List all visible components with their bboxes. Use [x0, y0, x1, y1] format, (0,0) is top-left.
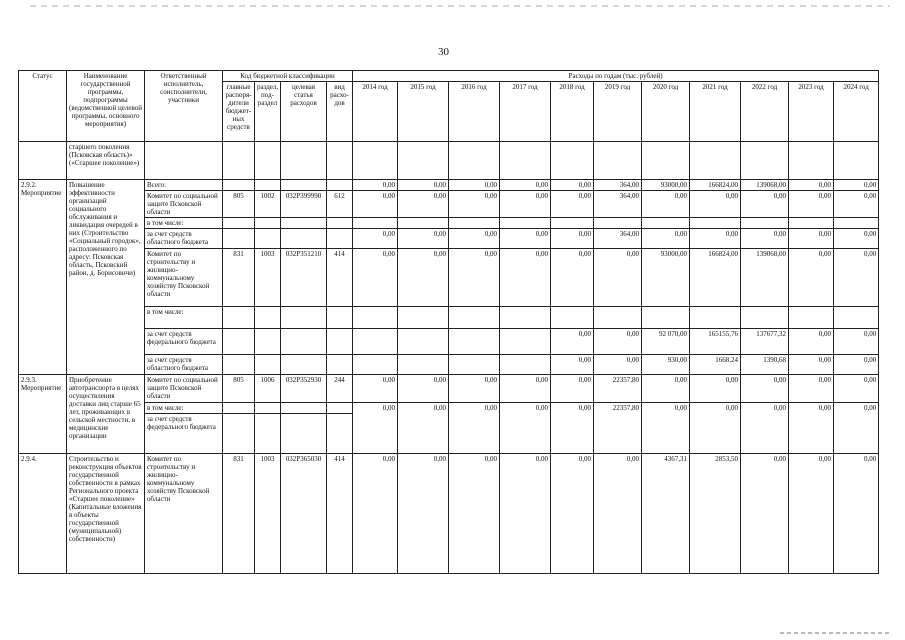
header-csr: целевая статья расходов	[281, 82, 327, 142]
table-row	[19, 355, 879, 375]
cell-value: 0,00	[690, 191, 741, 218]
header-year: 2024 год	[834, 82, 879, 142]
cell-value: 0,00	[642, 403, 690, 454]
cell-value: 139068,00	[741, 180, 789, 191]
table-row	[19, 229, 879, 249]
table-row	[19, 307, 879, 329]
cell-value: 22357,80	[594, 375, 642, 403]
row-status: 2.9.4.	[19, 454, 67, 574]
cell-value: 0,00	[642, 229, 690, 249]
cell-value: 0,00	[741, 229, 789, 249]
table-row	[19, 218, 879, 229]
header-year: 2016 год	[449, 82, 500, 142]
cell-vr: 244	[327, 375, 353, 403]
cell-value: 0,00	[500, 375, 551, 403]
cell-value: 0,00	[551, 229, 594, 249]
cell-value: 0,00	[789, 454, 834, 574]
row-name: Строительство и реконструкция объектов государственной собственности в рамках Регионального проекта «Старшее поколение» (Капитальные вложения в объекты государственной (муниципальной) собственности)	[67, 454, 145, 574]
row-responsible: за счет средств областного бюджета	[145, 229, 223, 249]
cell-value: 0,00	[449, 249, 500, 307]
cell-value: 0,00	[500, 454, 551, 574]
header-expenses: Расходы по годам (тыс. рублей)	[353, 71, 879, 82]
row-status: 2.9.3. Мероприятие	[19, 375, 67, 454]
row-responsible: в том числе:	[145, 218, 223, 229]
cell-value: 0,00	[834, 191, 879, 218]
cell-value: 0,00	[398, 375, 449, 403]
header-year: 2023 год	[789, 82, 834, 142]
header-year: 2019 год	[594, 82, 642, 142]
cell-value: 0,00	[834, 454, 879, 574]
row-responsible: Комитет по социальной защите Псковской области	[145, 375, 223, 403]
scan-artifact-bottom	[780, 632, 890, 634]
cell-value: 2853,50	[690, 454, 741, 574]
cell-value: 0,00	[353, 180, 398, 191]
row-responsible: в том числе:	[145, 403, 223, 414]
table-row	[19, 180, 879, 191]
cell-value: 139068,00	[741, 249, 789, 307]
cell-value: 0,00	[690, 375, 741, 403]
cell-grbs: 831	[223, 249, 255, 307]
table-row	[19, 329, 879, 355]
row-name: старшего поколения (Псковская область)» («Старшее поколение»)	[67, 142, 145, 180]
cell-razdel: 1002	[255, 191, 281, 218]
header-year: 2022 год	[741, 82, 789, 142]
cell-value: 0,00	[642, 375, 690, 403]
cell-value: 0,00	[594, 329, 642, 355]
cell-razdel: 1003	[255, 454, 281, 574]
cell-value: 0,00	[789, 180, 834, 191]
table-row	[19, 375, 879, 403]
cell-csr: 032P351210	[281, 249, 327, 307]
cell-value: 0,00	[398, 191, 449, 218]
cell-csr: 032P352930	[281, 375, 327, 403]
table-row	[19, 249, 879, 307]
cell-value: 0,00	[789, 249, 834, 307]
cell-value: 0,00	[398, 229, 449, 249]
cell-value: 364,00	[594, 229, 642, 249]
cell-value: 0,00	[353, 191, 398, 218]
cell-value: 0,00	[500, 191, 551, 218]
cell-grbs: 831	[223, 454, 255, 574]
header-row-1	[19, 71, 879, 82]
cell-value: 0,00	[690, 229, 741, 249]
row-responsible: Комитет по социальной защите Псковской области	[145, 191, 223, 218]
cell-value: 0,00	[834, 329, 879, 355]
cell-value: 0,00	[834, 180, 879, 191]
row-status: 2.9.2. Мероприятие	[19, 180, 67, 375]
cell-value: 0,00	[789, 403, 834, 454]
cell-value: 0,00	[551, 454, 594, 574]
cell-value: 0,00	[449, 180, 500, 191]
cell-value: 0,00	[500, 403, 551, 454]
table-row	[19, 142, 879, 180]
cell-value: 0,00	[551, 249, 594, 307]
cell-value: 0,00	[500, 180, 551, 191]
cell-value: 0,00	[398, 180, 449, 191]
cell-razdel: 1003	[255, 249, 281, 307]
table-row	[19, 403, 879, 414]
cell-vr: 414	[327, 454, 353, 574]
cell-value: 0,00	[398, 454, 449, 574]
row-responsible: за счет средств областного бюджета	[145, 355, 223, 375]
cell-value: 0,00	[690, 403, 741, 454]
cell-value: 0,00	[594, 249, 642, 307]
cell-value: 0,00	[834, 403, 879, 454]
cell-value: 0,00	[551, 180, 594, 191]
cell-value: 0,00	[834, 249, 879, 307]
cell-value: 0,00	[449, 191, 500, 218]
cell-value: 0,00	[353, 375, 398, 403]
cell-value: 0,00	[449, 403, 500, 454]
row-responsible: Комитет по строительству и жилищно-коммунальному хозяйству Псковской области	[145, 454, 223, 574]
header-responsible: Ответственный исполнитель, соисполнители, участники	[145, 71, 223, 142]
cell-value: 0,00	[741, 454, 789, 574]
cell-value: 0,00	[834, 375, 879, 403]
cell-value: 0,00	[551, 355, 594, 375]
cell-value: 0,00	[741, 375, 789, 403]
cell-value: 0,00	[353, 249, 398, 307]
cell-value: 930,00	[642, 355, 690, 375]
header-year: 2017 год	[500, 82, 551, 142]
cell-value: 0,00	[449, 229, 500, 249]
cell-value: 93000,00	[642, 180, 690, 191]
table-row	[19, 191, 879, 218]
header-budget-code: Код бюджетной классификации	[223, 71, 353, 82]
cell-csr: 032P399990	[281, 191, 327, 218]
header-year: 2020 год	[642, 82, 690, 142]
table-row	[19, 454, 879, 574]
cell-value: 22357,80	[594, 403, 642, 454]
cell-value: 93000,00	[642, 249, 690, 307]
cell-value: 0,00	[741, 191, 789, 218]
cell-value: 0,00	[398, 249, 449, 307]
cell-value: 0,00	[398, 403, 449, 454]
cell-value: 4367,31	[642, 454, 690, 574]
cell-value: 364,00	[594, 180, 642, 191]
header-vr: вид расхо-дов	[327, 82, 353, 142]
row-responsible: Всего:	[145, 180, 223, 191]
row-responsible: в том числе:	[145, 307, 223, 329]
header-name: Наименование государственной программы, подпрограммы (ведомственной целевой программы, основного мероприятия)	[67, 71, 145, 142]
cell-value: 1668,24	[690, 355, 741, 375]
cell-value: 0,00	[789, 375, 834, 403]
header-year: 2021 год	[690, 82, 741, 142]
cell-value: 364,00	[594, 191, 642, 218]
row-name: Повышение эффективности организаций социального обслуживания и ликвидация очередей в них (Строительство «Социальный городок», расположенного по адресу: Псковская область, Псковский район, д. Борисовичи)	[67, 180, 145, 375]
cell-razdel: 1006	[255, 375, 281, 403]
row-responsible: Комитет по строительству и жилищно-коммунальному хозяйству Псковской области	[145, 249, 223, 307]
cell-csr: 032P365030	[281, 454, 327, 574]
cell-value: 0,00	[551, 375, 594, 403]
cell-value: 0,00	[500, 249, 551, 307]
row-responsible: за счет средств федерального бюджета	[145, 329, 223, 355]
cell-value: 0,00	[449, 454, 500, 574]
cell-value: 0,00	[741, 403, 789, 454]
cell-vr: 414	[327, 249, 353, 307]
cell-value: 0,00	[834, 355, 879, 375]
cell-value: 0,00	[551, 191, 594, 218]
cell-value: 0,00	[353, 454, 398, 574]
header-year: 2015 год	[398, 82, 449, 142]
cell-value: 0,00	[789, 329, 834, 355]
budget-table	[18, 70, 879, 574]
cell-value: 0,00	[594, 454, 642, 574]
header-status: Статус	[19, 71, 67, 142]
cell-value: 0,00	[789, 355, 834, 375]
cell-value: 0,00	[789, 191, 834, 218]
header-grbs: главные распоря-дители бюджет-ных средств	[223, 82, 255, 142]
cell-grbs: 805	[223, 375, 255, 403]
cell-value: 0,00	[551, 329, 594, 355]
header-razdel: раздел, под-раздел	[255, 82, 281, 142]
header-year: 2014 год	[353, 82, 398, 142]
cell-value: 0,00	[594, 355, 642, 375]
cell-vr: 612	[327, 191, 353, 218]
cell-grbs: 805	[223, 191, 255, 218]
row-name: Приобретение автотранспорта в целях осуществления доставки лиц старше 65 лет, проживающих в сельской местности, в медицинские организации	[67, 375, 145, 454]
cell-value: 0,00	[353, 229, 398, 249]
cell-value: 0,00	[551, 403, 594, 454]
page-number: 30	[438, 46, 449, 58]
row-responsible: за счет средств федерального бюджета	[145, 414, 223, 454]
cell-value: 92 070,00	[642, 329, 690, 355]
header-year: 2018 год	[551, 82, 594, 142]
cell-value: 1390,68	[741, 355, 789, 375]
cell-value: 165155,76	[690, 329, 741, 355]
cell-value: 0,00	[789, 229, 834, 249]
cell-value: 0,00	[834, 229, 879, 249]
cell-value: 166824,00	[690, 249, 741, 307]
cell-value: 166824,00	[690, 180, 741, 191]
scan-artifact-top	[30, 5, 890, 7]
cell-value: 0,00	[353, 403, 398, 454]
cell-value: 0,00	[642, 191, 690, 218]
cell-value: 137677,32	[741, 329, 789, 355]
cell-value: 0,00	[449, 375, 500, 403]
cell-value: 0,00	[500, 229, 551, 249]
